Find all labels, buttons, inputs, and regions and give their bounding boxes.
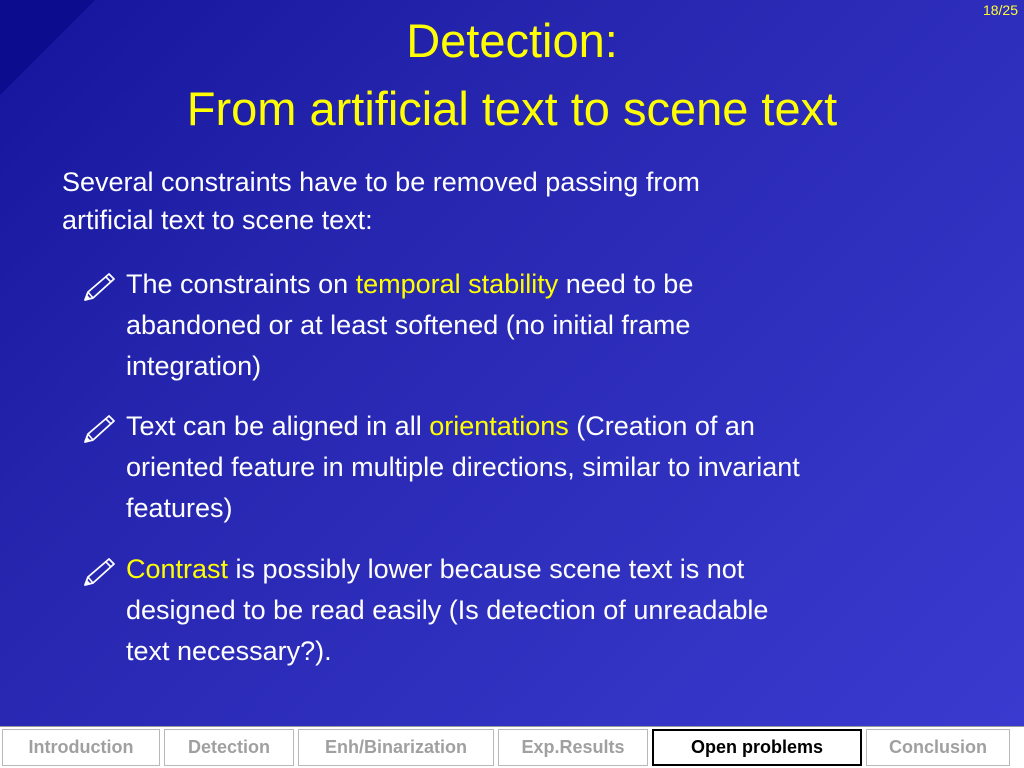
bullet-line2: designed to be read easily (Is detection of unreadable bbox=[126, 595, 769, 625]
bullet-post: need to be bbox=[558, 269, 694, 299]
nav-exp-results[interactable]: Exp.Results bbox=[498, 729, 648, 766]
bullet-line3: integration) bbox=[126, 351, 262, 381]
bullet-highlight: temporal stability bbox=[355, 269, 559, 299]
section-navbar bbox=[0, 726, 1024, 768]
bullet-post: (Creation of an bbox=[568, 411, 755, 441]
pencil-icon bbox=[82, 556, 118, 588]
pencil-icon bbox=[82, 413, 118, 445]
intro-line1: Several constraints have to be removed passing from bbox=[62, 167, 700, 197]
bullet-orientations bbox=[126, 406, 1006, 529]
nav-open-problems[interactable]: Open problems bbox=[652, 729, 862, 766]
intro-line2: artificial text to scene text: bbox=[62, 205, 373, 235]
nav-enh-binarization[interactable]: Enh/Binarization bbox=[298, 729, 494, 766]
bullet-contrast bbox=[126, 549, 1006, 672]
bullet-highlight: Contrast bbox=[126, 554, 229, 584]
nav-detection[interactable]: Detection bbox=[164, 729, 294, 766]
slide-title-line1: Detection: bbox=[406, 14, 618, 67]
nav-conclusion[interactable]: Conclusion bbox=[866, 729, 1010, 766]
bullet-highlight: orientations bbox=[429, 411, 569, 441]
bullet-pre: Text can be aligned in all bbox=[126, 411, 430, 441]
intro-text bbox=[62, 163, 962, 239]
slide-title-line2: From artificial text to scene text bbox=[186, 82, 838, 135]
nav-introduction[interactable]: Introduction bbox=[2, 729, 160, 766]
bullet-post: is possibly lower because scene text is not bbox=[228, 554, 745, 584]
bullet-temporal-stability bbox=[126, 264, 1006, 387]
pencil-icon bbox=[82, 271, 118, 303]
bullet-line2: oriented feature in multiple directions, similar to invariant bbox=[126, 452, 800, 482]
bullet-line3: text necessary?). bbox=[126, 636, 332, 666]
bullet-line2: abandoned or at least softened (no initial frame bbox=[126, 310, 691, 340]
bullet-line3: features) bbox=[126, 493, 233, 523]
bullet-pre: The constraints on bbox=[126, 269, 356, 299]
page-number: 18/25 bbox=[982, 2, 1018, 18]
